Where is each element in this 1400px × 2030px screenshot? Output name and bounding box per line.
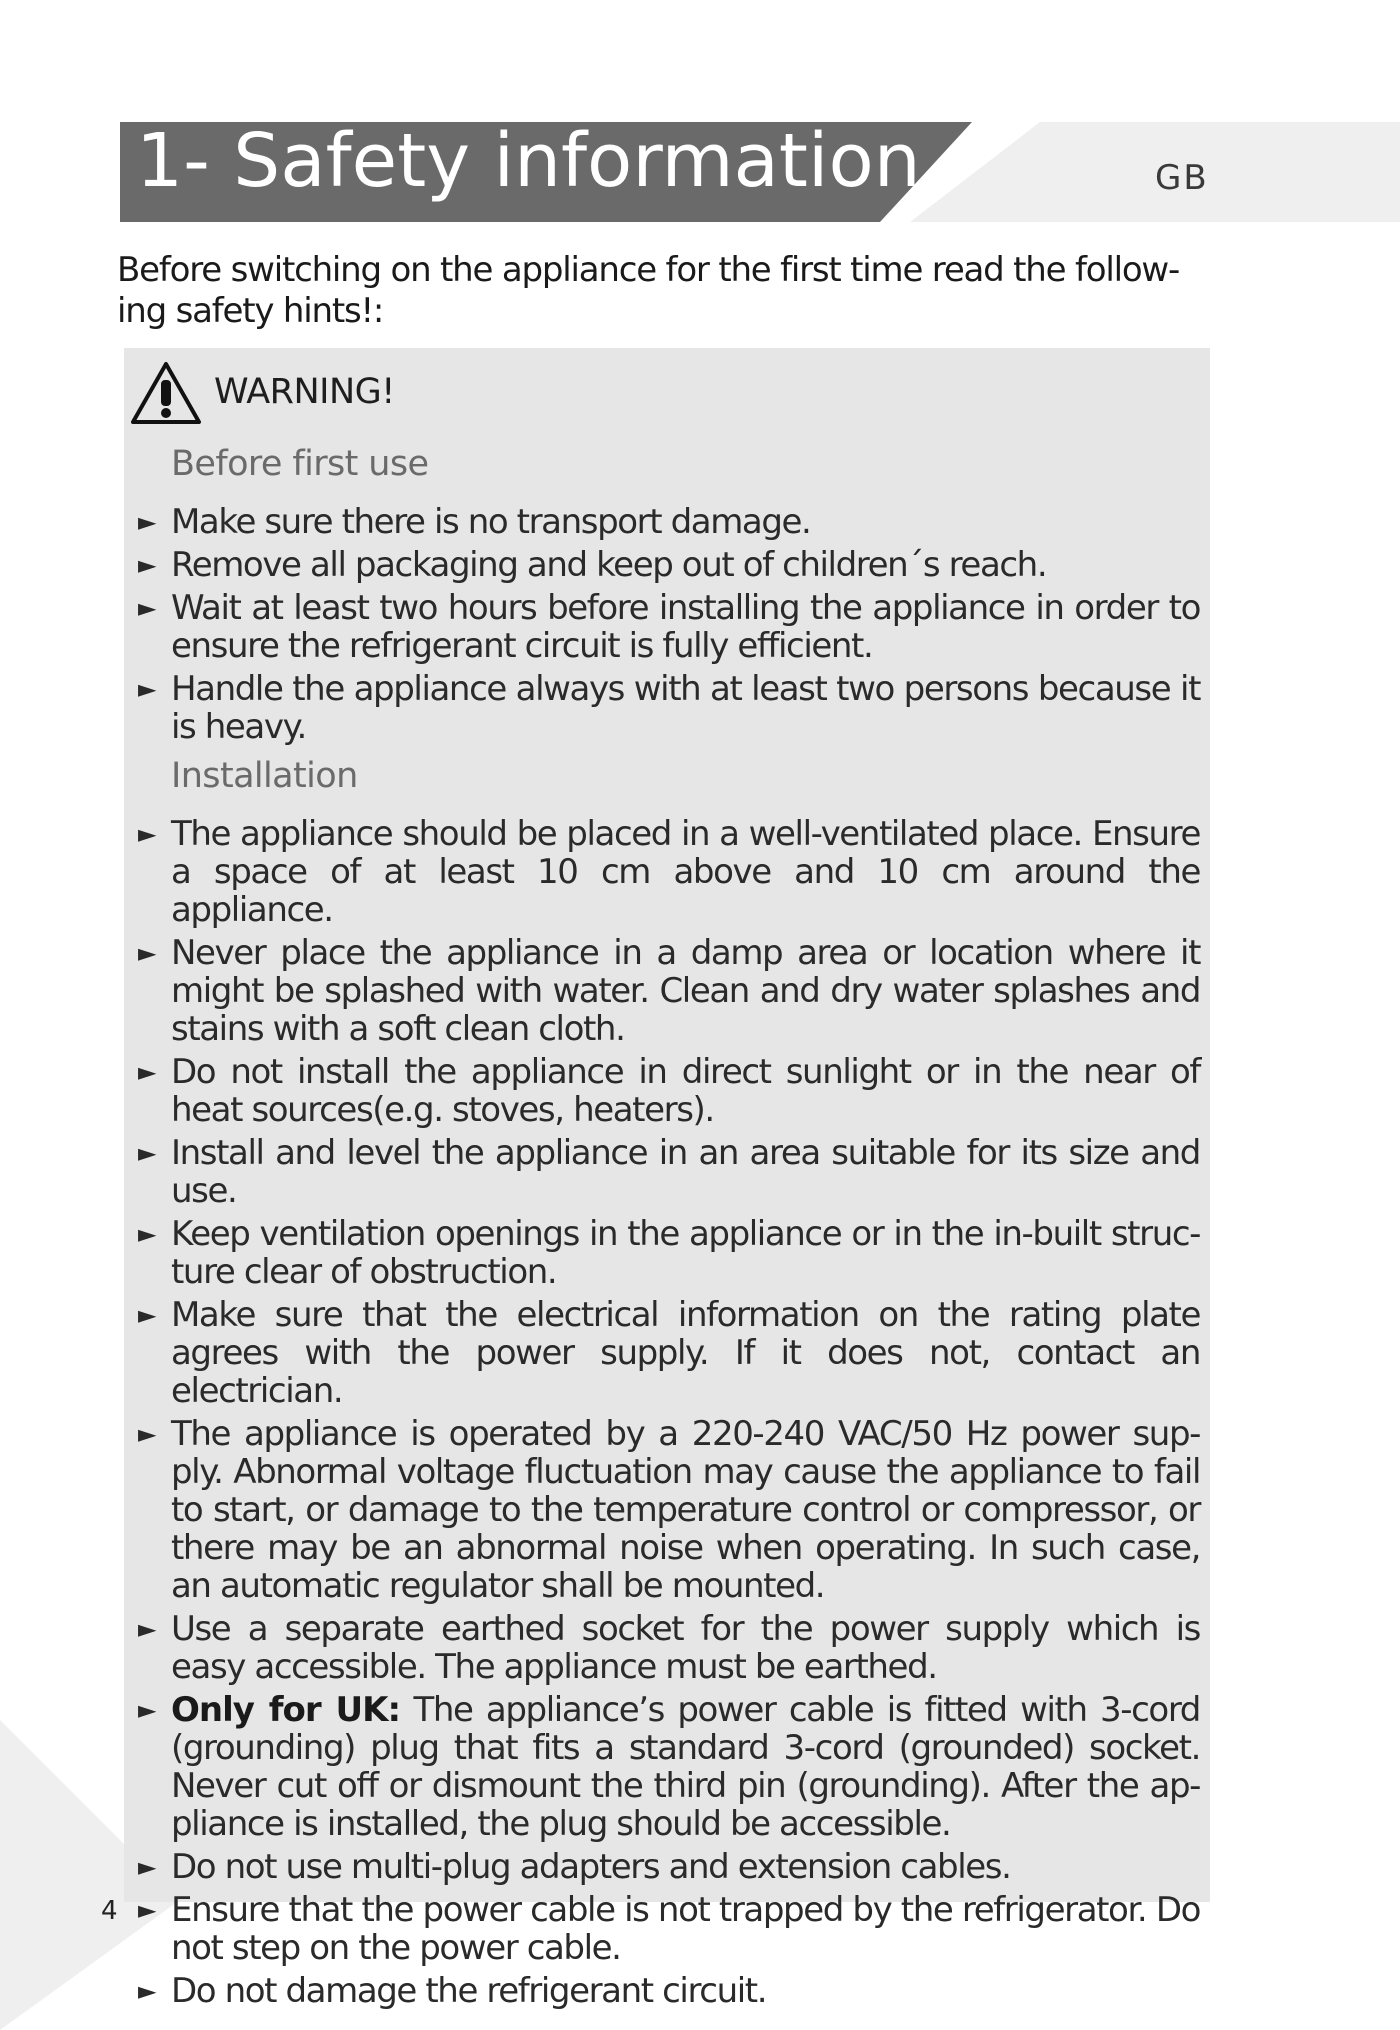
uk-only-label: Only for UK: (171, 1690, 401, 1730)
list-item: ► Handle the appliance always with at least two persons because it is heavy. (138, 669, 1200, 747)
bullet-arrow-icon: ► (138, 1220, 156, 1248)
list-item: ► Make sure that the electrical information on the rating plate agrees with the power supply. If it does not, contact an electrician. (138, 1295, 1200, 1411)
section-heading-before-first-use: Before first use (171, 444, 429, 484)
bullet-arrow-icon: ► (138, 1853, 156, 1881)
list-item: ► The appliance should be placed in a well-ventilated place. Ensure a space of at least 10 cm above and 10 cm around the appliance. (138, 814, 1200, 930)
bullet-arrow-icon: ► (138, 1058, 156, 1086)
bullet-arrow-icon: ► (138, 508, 156, 536)
list-item: ► Do not use multi-plug adapters and extension cables. (138, 1847, 1011, 1887)
list-item: ► Do not install the appliance in direct sunlight or in the near of heat sources(e.g. stoves, heaters). (138, 1052, 1200, 1130)
warning-label: WARNING! (214, 372, 395, 412)
section-heading-installation: Installation (171, 756, 358, 796)
bullet-arrow-icon: ► (138, 820, 156, 848)
page-number: 4 (101, 1896, 118, 1926)
list-item: ► Keep ventilation openings in the appliance or in the in-built struc-ture clear of obstruction. (138, 1214, 1200, 1292)
list-item: ► Only for UK: The appliance’s power cable is fitted with 3-cord (grounding) plug that fits a standard 3-cord (grounded) socket. Never cut off or dismount the third pin (grounding). After the ap-pliance is installed, the plug should be accessible. (138, 1690, 1200, 1844)
language-code: GB (1155, 158, 1209, 198)
list-item: ► Use a separate earthed socket for the power supply which is easy accessible. The appliance must be earthed. (138, 1609, 1200, 1687)
bullet-arrow-icon: ► (138, 675, 156, 703)
bullet-arrow-icon: ► (138, 551, 156, 579)
list-item: ► Never place the appliance in a damp area or location where it might be splashed with water. Clean and dry water splashes and stains with a soft clean cloth. (138, 933, 1200, 1049)
page-title: 1- Safety information (136, 118, 921, 204)
bullet-arrow-icon: ► (138, 594, 156, 622)
installation-list (138, 815, 1200, 2015)
bullet-arrow-icon: ► (138, 1420, 156, 1448)
bullet-arrow-icon: ► (138, 1696, 156, 1724)
list-item: ► Do not damage the refrigerant circuit. (138, 1971, 767, 2011)
bullet-arrow-icon: ► (138, 1615, 156, 1643)
bullet-arrow-icon: ► (138, 939, 156, 967)
intro-text: Before switching on the appliance for the first time read the follow-ing safety hints!: (117, 250, 1180, 331)
list-item: ► Install and level the appliance in an area suitable for its size and use. (138, 1133, 1200, 1211)
before-first-use-list (138, 503, 1200, 751)
list-item: ► Remove all packaging and keep out of children´s reach. (138, 545, 1047, 585)
list-item: ► The appliance is operated by a 220-240 VAC/50 Hz power sup-ply. Abnormal voltage fluctuation may cause the appliance to fail to start, or damage to the temperature control or compressor, or there may be an abnormal noise when operating. In such case, an automatic regulator shall be mounted. (138, 1414, 1200, 1606)
bullet-arrow-icon: ► (138, 1896, 156, 1924)
list-item: ► Ensure that the power cable is not trapped by the refrigerator. Do not step on the power cable. (138, 1890, 1200, 1968)
bullet-arrow-icon: ► (138, 1977, 156, 2005)
warning-triangle-icon (130, 360, 202, 426)
list-item: ► Make sure there is no transport damage. (138, 502, 811, 542)
bullet-arrow-icon: ► (138, 1301, 156, 1329)
list-item: ► Wait at least two hours before installing the appliance in order to ensure the refrigerant circuit is fully efficient. (138, 588, 1200, 666)
bullet-arrow-icon: ► (138, 1139, 156, 1167)
